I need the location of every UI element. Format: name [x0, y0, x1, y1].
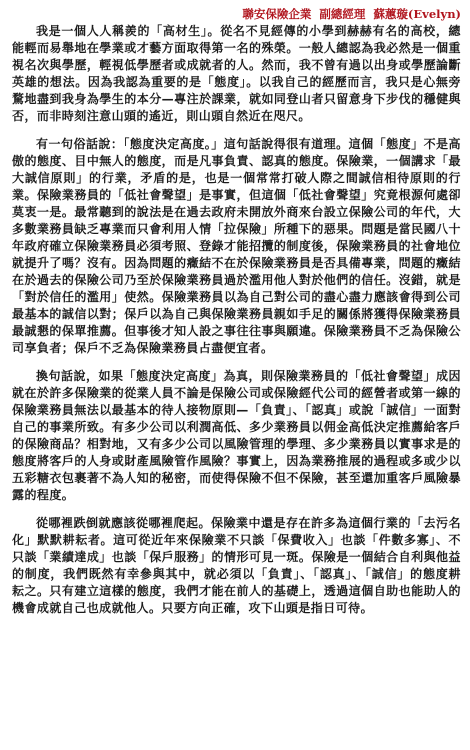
article-paragraph-3: 換句話說，如果「態度決定高度」為真，則保險業務員的「低社會聲望」成因就在於許多保險業的從業人員不論是保險公司或保險經代公司的經營者或第一線的保險業務員無法以最基本的待人接物原則—「負責」、「認真」或說「誠信」一面對自己的事業所致。有多少公司以利潤高低、多少業務員以佣金高低決定推薦給客戶的保險商品？相對地，又有多少公司以風險管理的學理、多少業務員以實事求是的態度將客戶的人身或財產風險管作風險？事實上，因為業務推展的過程或多或少以五彩糖衣包裹著不為人知的秘密，而使得保險不但不保險，甚至還加重客戶風險暴露的程度。: [12, 369, 461, 502]
article-paragraph-4: 從哪裡跌倒就應該從哪裡爬起。保險業中還是存在許多為這個行業的「去污名化」默默耕耘者。這可從近年來保險業不只談「保費收入」也談「件數多寡」、不只談「業績達成」也談「保戶服務」的情形可見一斑。保險是一個結合自利與他益的制度，我們既然有幸參與其中，就必須以「負責」、「認真」、「誠信」的態度耕耘之。只有建立這樣的態度，我們才能在前人的基礎上，透過這個自助也能助人的機會成就自己也成就他人。只要方向正確，攻下山頭是指日可待。: [12, 516, 461, 615]
author-position: 副總經理: [319, 7, 366, 21]
article-paragraph-2: 有一句俗話說：「態度決定高度。」這句話說得很有道理。這個「態度」不是高傲的態度、目中無人的態度，而是凡事負責、認真的態度。保險業，一個講求「最大誠信原則」的行業，矛盾的是，也是一個常常打破人際之間誠信相待原則的行業。保險業務員的「低社會聲望」是事實，但這個「低社會聲望」究竟根源何處卻莫衷一是。最常聽到的說法是在過去政府未開放外商來台設立保險公司的年代，大多數業務員缺乏專業而只會利用人情「拉保險」所種下的惡果。問題是當民國八十年政府確立保險業務員必須考照、登錄才能招攬的制度後，保險業務員的社會地位就提升了嗎？沒有。因為問題的癥結不在於保險業務員是否具備專業，問題的癥結在於過去的保險公司乃至於保險業務員過於濫用他人對於他們的信任。沒錯，就是「對於信任的濫用」使然。保險業務員以為自己對公司的盡心盡力應該會得到公司最基本的誠信以對；保戶以為自己與保險業務員親如手足的關係將獲得保險業務員最誠懇的保單推薦。但事後才知人設之事往往事與願違。保險業務員不乏為保險公司享負者；保戶不乏為保險業務員占盡便宜者。: [12, 137, 461, 355]
article-paragraph-1: 我是一個人人稱羨的「高材生」。從名不見經傳的小學到赫赫有名的高校，總能輕而易舉地在學業或才藝方面取得第一名的殊榮。一般人總認為我必然是一個重視名次與學歷，輕視低學歷者或成就者的人。然而，我不曾有過以出身或學歷論斷英雄的想法。因為我認為重要的是「態度」。以我自己的經歷而言，我只是心無旁騖地盡到我身為學生的本分—專注於課業，就如同登山者只留意身下步伐的穩健與否，而非時刻注意山頭的遙近，則山頭自然近在咫尺。: [12, 24, 461, 123]
author-name: 蘇蕙璇(Evelyn): [373, 7, 461, 21]
author-byline: [12, 6, 461, 23]
company-name: 聯安保險企業: [242, 7, 312, 21]
